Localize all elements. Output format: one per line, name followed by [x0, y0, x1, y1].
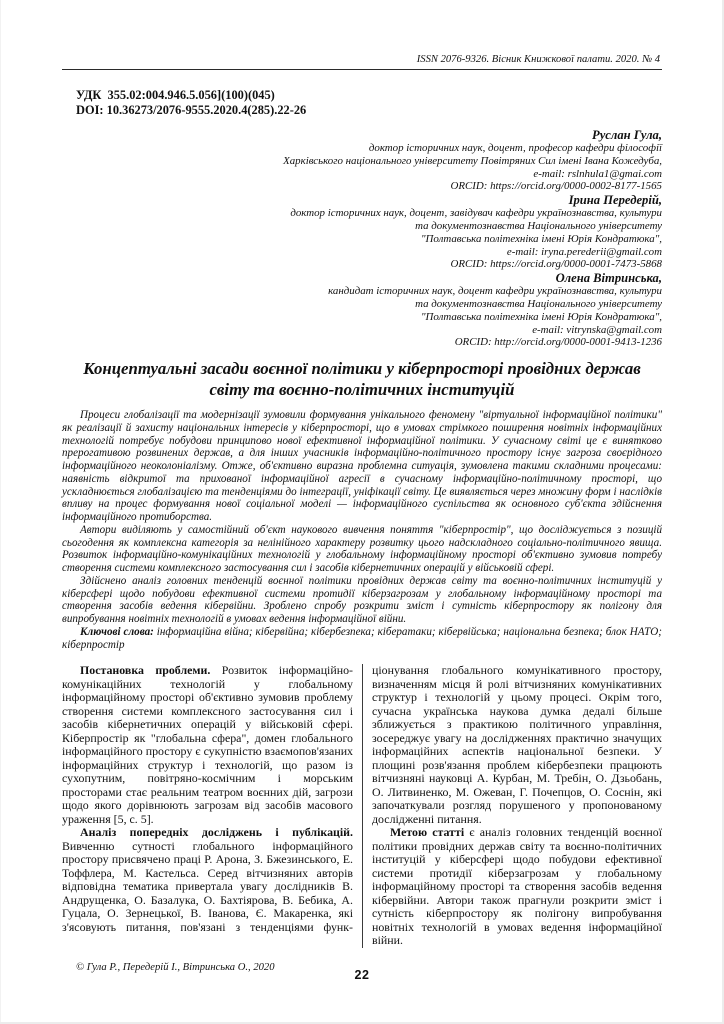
author-orcid: ORCID: http://orcid.org/0000-0001-9413-1236: [454, 336, 662, 349]
udc-line: УДК 355.02:004.946.5.056](100)(045): [76, 88, 275, 102]
keywords-label: Ключові слова:: [80, 625, 154, 638]
author-affiliation-line: та документознавства Національного університету: [415, 219, 662, 232]
author-orcid: ORCID: https://orcid.org/0000-0001-7473-5868: [450, 258, 662, 271]
abstract-paragraph: Автори виділяють у самостійний об'єкт наукового вивчення поняття "кіберпростір", що досліджується з позицій сьогодення як комплексна категорія за нелінійного характеру розвитку цього надскладного соціально-політичного явища. Розвиток інформаційно-комунікаційних технологій у глобальному інформаційному просторі об'єктивно зумовив потребу створення системи комплексного застосування сил і засобів кібернетичних операцій у військовій сфері.: [62, 523, 662, 575]
author-entry: [62, 128, 662, 193]
author-orcid: ORCID: https://orcid.org/0000-0002-8177-1565: [450, 180, 662, 193]
author-affiliation-line: "Полтавська політехніка імені Юрія Кондратюка",: [420, 310, 662, 323]
author-name: Олена Вітринська,: [555, 271, 662, 286]
author-entry: [62, 271, 662, 349]
doi-line: DOI: 10.36273/2076-9555.2020.4(285).22-26: [76, 103, 307, 117]
paragraph-text: Вивченню сутності глобального інформаційного простору присвячено праці Р. Арона, З. Бжезинського, Е. Тоффлера, М. Кастельса. Серед вітчизняних авторів відповідна тематика привертала увагу дослідників В. Андрущенка, О. Базалука, О. Бахтіярова, В. Бебика, А. Гуцала, О. Зернецької, В. Іванова, Є. Макаренка, які з'ясовують питання, пов'язані з тенденціями функ-: [62, 838, 353, 934]
abstract-paragraph: Процеси глобалізації та модернізації зумовили формування унікального феномену "віртуальної інформаційної політики" як реалізації й захисту національних інтересів у кіберпросторі, що в умовах стрімкого поширення новітніх інформаційних технологій потребує побудови принципово нової ефективної інформаційної політики. У сучасному світі це є винятково прерогативою розвинених держав, а для інших учасників інформаційно-політичного простору існує загроза своєрідного інформаційного неоколоніалізму. Отже, об'єктивно виразна проблемна ситуація, зумовлена такими складними процесами: наявність відкритої та прихованої інформаційної агресії в сучасному інформаційно-політичному просторі, що ускладнюється глобалізацією та тенденціями до інтеграції, уніфікації світу. Це виявляється через множину форм і наслідків впливу на процес формування нової соціальної моделі — інформаційного суспільства як основного суб'єкта здійснення інформаційного протиборства.: [62, 409, 662, 524]
copyright-text: © Гула Р., Передерій І., Вітринська О., 2020: [76, 961, 275, 973]
abstract-block: [62, 409, 662, 651]
abstract-paragraph: Здійснено аналіз головних тенденцій воєнної політики провідних держав світу та воєнно-політичних інституцій у кіберсфері щодо побудови ефективної системи протидії кіберзагрозам у глобальному інформаційному просторі та створення засобів ведення кібервійни. Зроблено спробу розкрити зміст і сутність кіберпростору як полігону для випробування новітніх технологій в умовах ведення інформаційної війни.: [62, 574, 662, 626]
author-affiliation-line: кандидат історичних наук, доцент кафедри українознавства, культури: [328, 285, 662, 298]
right-column: [362, 664, 662, 948]
paragraph-lead: Аналіз попередніх досліджень і публікацій.: [80, 825, 353, 840]
paragraph-lead: Постановка проблеми.: [80, 663, 211, 678]
paragraph-text: Розвиток інформаційно-комунікаційних технологій у глобальному інформаційному просторі об'єктивно зумовив проблему створення системи комплексного застосування сил і засобів кібернетичних операцій у військовій сфері. Кіберпростір як "глобальна сфера", домен глобального інформаційного простору є сукупністю взаємопов'язаних інформаційних структур і технологій, що разом із сухопутним, повітряно-космічним і морським просторами стає реальним театром воєнних дій, загрози щодо якого дорівнюють загрозам від засобів масового ураження [5, с. 5].: [62, 663, 353, 826]
body-paragraph: [62, 826, 353, 934]
page-number: 22: [354, 967, 370, 982]
author-affiliation-line: доктор історичних наук, доцент, професор кафедри філософії: [368, 142, 662, 154]
paragraph-text: є аналіз головних тенденцій воєнної політики провідних держав світу та воєнно-політичних інституцій у кіберсфері щодо побудови ефективної системи протидії кіберзагрозам у глобальному інформаційному просторі та створення засобів ведення кібервійни. Автори також прагнули розкрити зміст і сутність кіберпростору як полігону випробування новітніх технологій в умовах ведення інформаційної війни.: [372, 825, 662, 948]
article-title: Концептуальні засади воєнної політики у кіберпросторі провідних держав світу та воєнно-політичних інституцій: [83, 359, 641, 399]
author-email: e-mail: iryna.perederii@gmail.com: [506, 245, 662, 258]
header-rule: [62, 69, 662, 70]
keywords-text: інформаційна війна; кібервійна; кібербезпека; кібератаки; кібервійська; національна безпека; блок НАТО; кіберпростір: [62, 625, 662, 651]
author-entry: [62, 193, 662, 271]
body-paragraph: [372, 826, 662, 948]
author-affiliation-line: "Полтавська політехніка імені Юрія Кондратюка",: [420, 232, 662, 245]
page-header: [62, 54, 662, 70]
article-meta: [76, 88, 662, 118]
page-footer: [62, 962, 662, 992]
author-affiliation-line: та документознавства Національного університету: [415, 297, 662, 310]
body-columns: [62, 664, 662, 948]
author-affiliation-line: доктор історичних наук, доцент, завідувач кафедри українознавства, культури: [290, 207, 662, 220]
author-email: e-mail: vitrynska@gmail.com: [532, 323, 662, 336]
issn-header-text: ISSN 2076-9326. Вісник Книжкової палати. 2020. № 4: [416, 54, 660, 65]
author-affiliation-line: Харківського національного університету Повітряних Сил імені Івана Кожедуба,: [283, 154, 662, 167]
paragraph-lead: Метою статті: [390, 825, 465, 840]
left-column: [62, 664, 362, 948]
author-name: Ірина Передерій,: [568, 193, 662, 208]
author-email: e-mail: rslnhula1@gmai.com: [533, 167, 662, 180]
author-name: Руслан Гула,: [592, 128, 662, 142]
body-paragraph: [62, 664, 353, 826]
body-paragraph: ціонування глобального комунікативного простору, визначенням місця й ролі вітчизняних комунікативних структур і технологій у цьому процесі. Окрім того, сучасна українська наукова думка дедалі більше зближується з практикою політичного управління, зосереджує увагу на дослідженнях практично значущих інформаційних аспектів національної безпеки. У площині розв'язання проблем кібербезпеки працюють вітчизняні науковці А. Курбан, М. Требін, О. Дзьобань, О. Литвиненко, М. Ожеван, Г. Почепцов, О. Соснін, які започаткували розгляд порушеного у пропонованому дослідженні питання.: [372, 663, 662, 826]
authors-block: [62, 128, 662, 349]
keywords-line: [62, 626, 662, 652]
